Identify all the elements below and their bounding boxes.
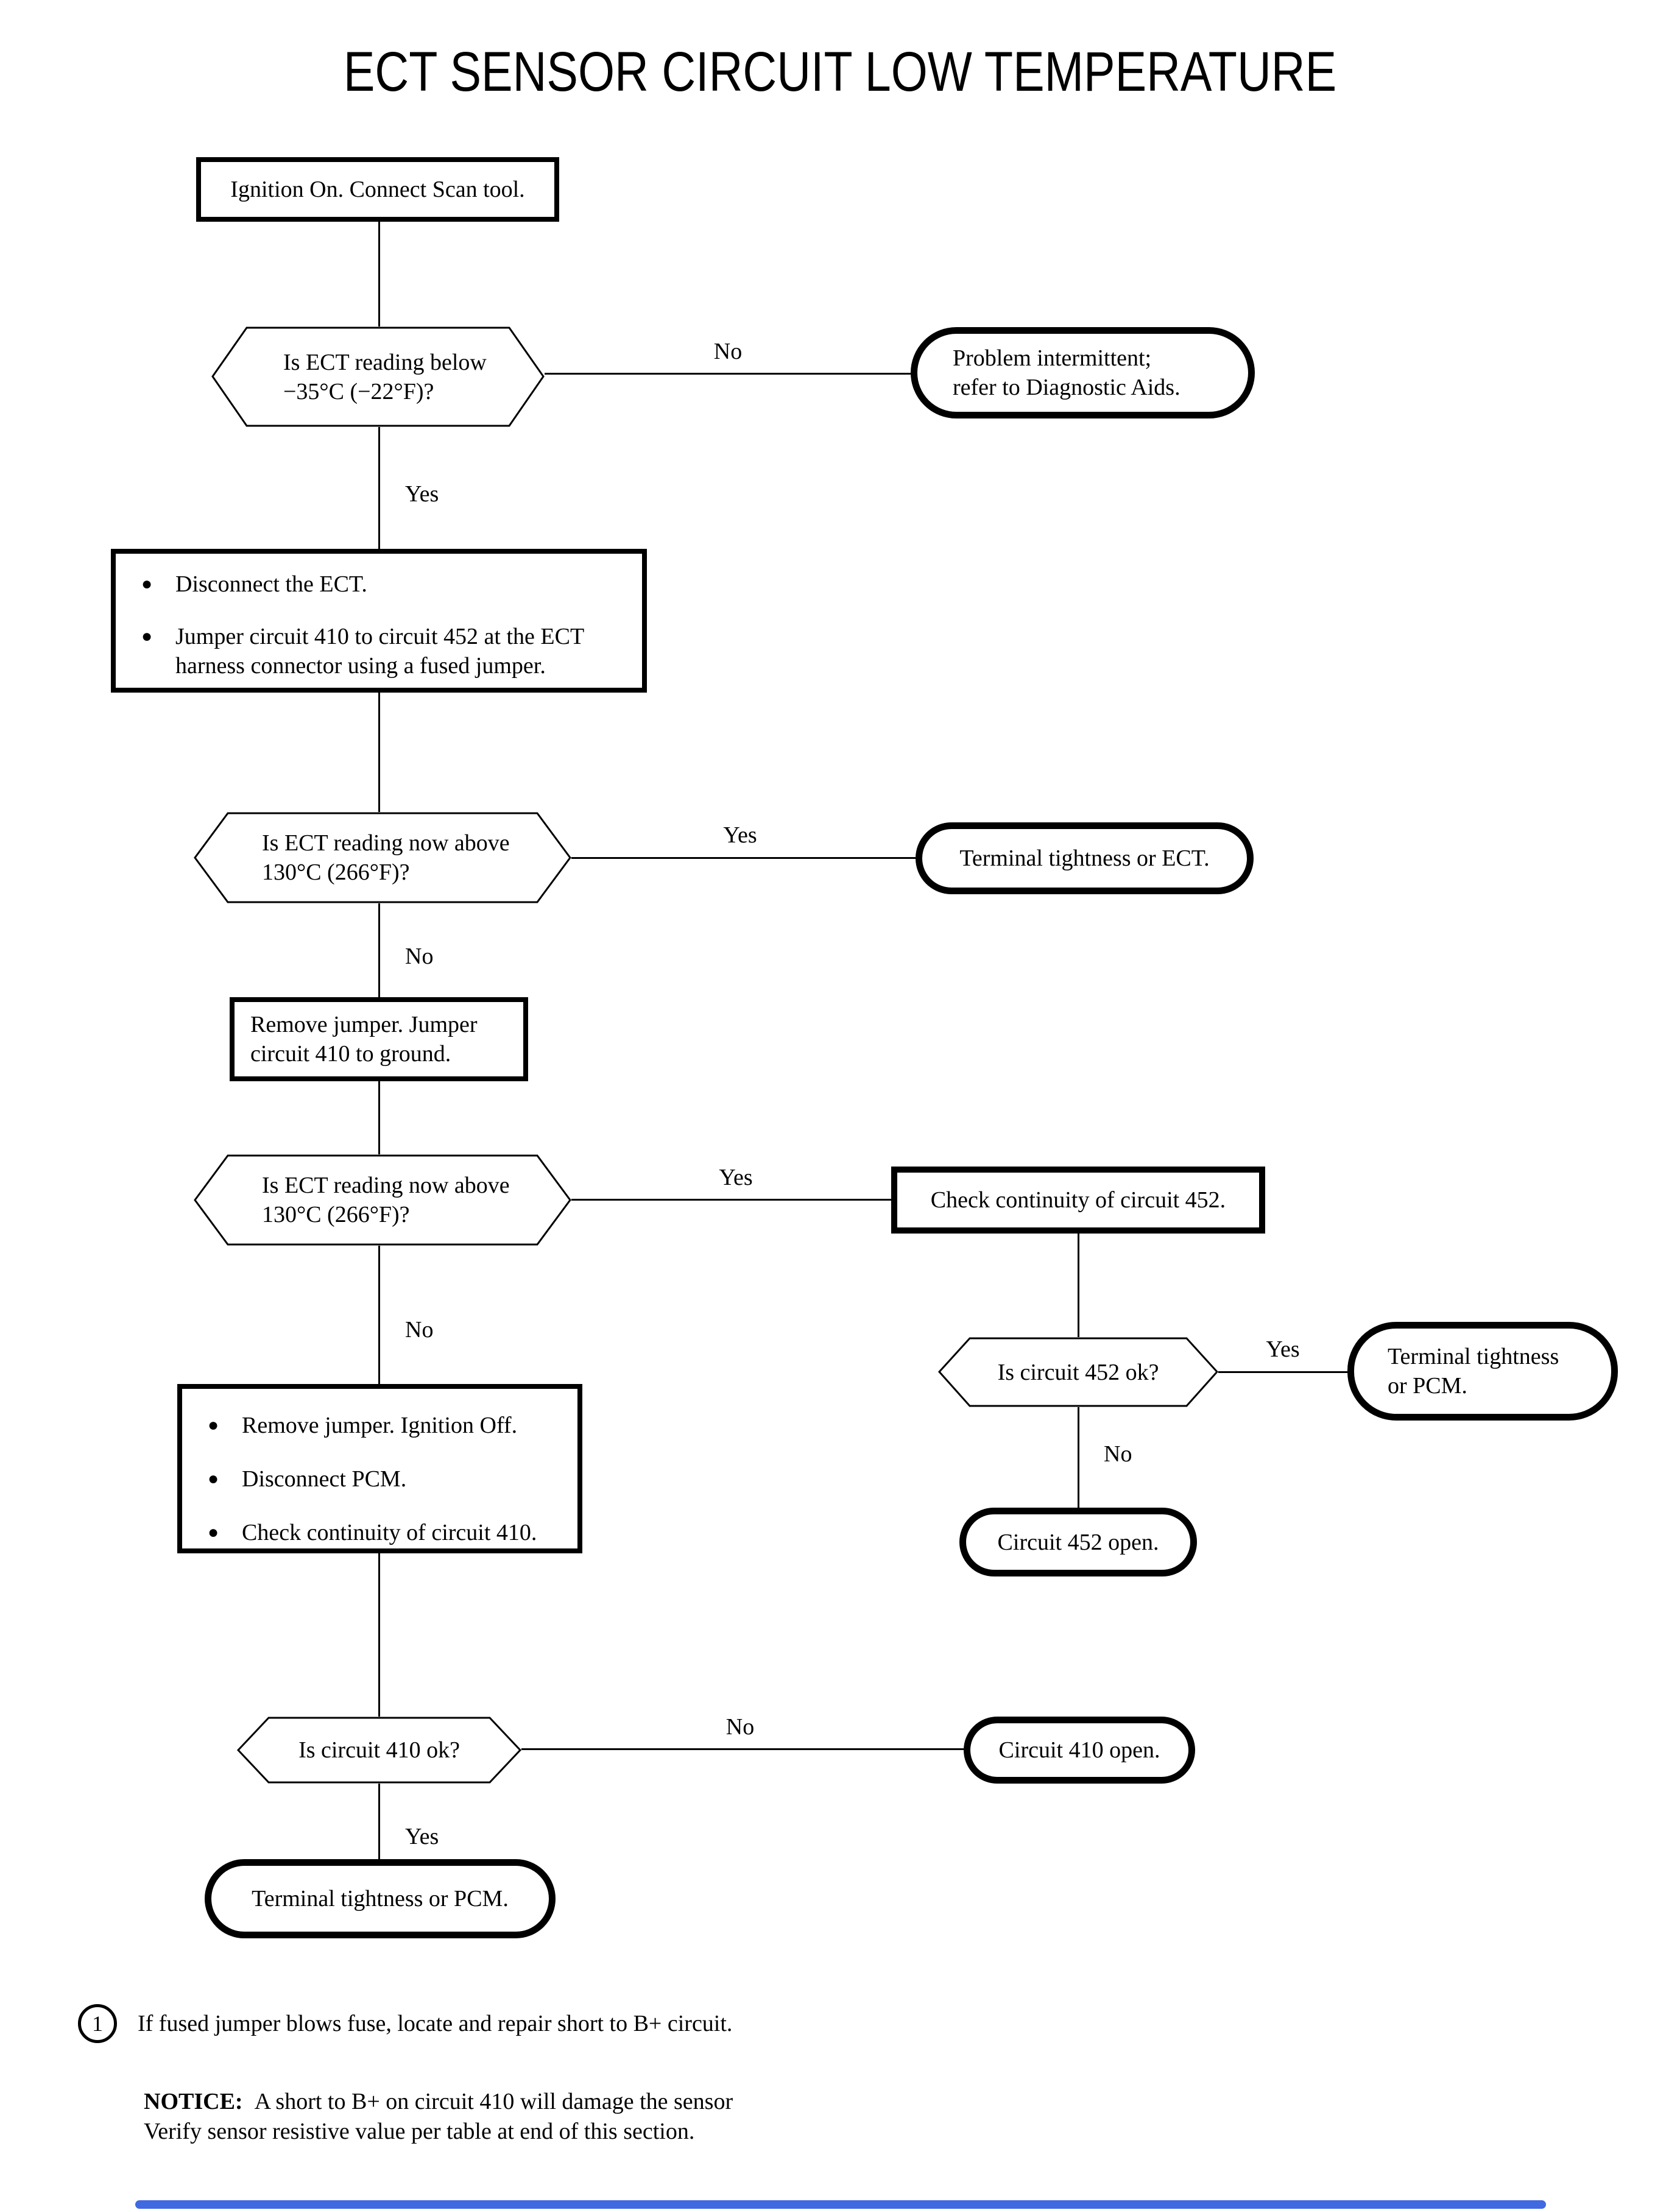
connector-action2-to-decision3: [378, 1081, 380, 1154]
connector-action1-to-decision2: [378, 693, 380, 812]
terminal-problem-intermittent: [911, 327, 1255, 418]
notice-line2: Verify sensor resistive value per table at end of this section.: [144, 2119, 695, 2144]
connector-decision1-no: [545, 373, 911, 375]
connector-decision5-yes: [378, 1784, 380, 1859]
action-check-continuity-410-box: [177, 1384, 582, 1553]
connector-action4-to-decision5: [378, 1553, 380, 1717]
decision3-line1: Is ECT reading now above: [262, 1173, 510, 1198]
action4-bullet3: Check continuity of circuit 410.: [242, 1520, 537, 1545]
bullet-icon: ●: [141, 626, 153, 646]
terminal-tightness-or-pcm-bottom: [205, 1859, 556, 1938]
terminal-410-open-label: Circuit 410 open.: [998, 1737, 1160, 1763]
connector-start-to-decision1: [378, 222, 380, 327]
decision-circuit-452-ok: [938, 1337, 1218, 1407]
footnote-marker-circle: [78, 2004, 117, 2043]
edge-label-yes-4: Yes: [1266, 1336, 1300, 1362]
terminal-circuit-410-open: [964, 1717, 1195, 1784]
bullet-icon: ●: [208, 1415, 219, 1435]
edge-label-no-2: No: [405, 944, 434, 969]
page-title: ECT SENSOR CIRCUIT LOW TEMPERATURE: [343, 41, 1337, 103]
connector-decision2-no: [378, 903, 380, 997]
terminal-pcm-right-line2: or PCM.: [1388, 1373, 1467, 1399]
terminal-circuit-452-open: [959, 1508, 1197, 1576]
connector-decision5-no: [521, 1748, 964, 1750]
decision3-line2: 130°C (266°F)?: [262, 1202, 410, 1227]
notice-label: NOTICE:: [144, 2089, 243, 2114]
terminal-452-open-label: Circuit 452 open.: [997, 1529, 1159, 1555]
action1-bullet2: Jumper circuit 410 to circuit 452 at the ECT harness connector using a fused jumper.: [175, 624, 584, 679]
bullet-item: [116, 622, 642, 680]
decision1-line1: Is ECT reading below: [283, 349, 487, 375]
action-ground-label: Remove jumper. Jumper circuit 410 to ground.: [250, 1012, 478, 1067]
decision-ect-above-130-second: [194, 1154, 571, 1246]
decision2-line2: 130°C (266°F)?: [262, 860, 410, 885]
notice-line1: [144, 2087, 733, 2117]
action-check-continuity-452-box: [891, 1167, 1265, 1234]
bullet-item: [116, 570, 642, 599]
edge-label-yes-3: Yes: [719, 1165, 753, 1190]
start-box: [196, 157, 559, 222]
bullet-item: [182, 1518, 577, 1547]
edge-label-yes-2: Yes: [723, 822, 757, 848]
edge-label-no-3: No: [1104, 1441, 1132, 1467]
edge-label-no-1: No: [713, 339, 743, 364]
connector-decision3-no: [378, 1246, 380, 1384]
edge-label-yes-1: Yes: [405, 481, 439, 507]
decision-ect-above-130-first: [194, 812, 571, 903]
connector-decision1-yes: [378, 427, 380, 549]
terminal-tightness-or-pcm-right: [1347, 1322, 1618, 1421]
connector-decision4-no: [1078, 1407, 1079, 1508]
bullet-icon: ●: [208, 1469, 219, 1489]
decision5-label: Is circuit 410 ok?: [298, 1737, 460, 1763]
connector-decision4-yes: [1218, 1371, 1347, 1373]
bullet-item: [182, 1411, 577, 1440]
action-check452-label: Check continuity of circuit 452.: [930, 1187, 1226, 1213]
terminal-ect-label: Terminal tightness or ECT.: [959, 846, 1210, 871]
notice-text1: A short to B+ on circuit 410 will damage the sensor: [254, 2089, 733, 2114]
action4-bullet2: Disconnect PCM.: [242, 1466, 407, 1492]
decision2-line1: Is ECT reading now above: [262, 830, 510, 856]
connector-decision2-yes: [571, 857, 916, 859]
footnote-text: If fused jumper blows fuse, locate and repair short to B+ circuit.: [138, 2011, 733, 2036]
action-jumper-410-452-box: [111, 549, 647, 693]
bullet-item: [182, 1464, 577, 1494]
terminal-intermittent-line2: refer to Diagnostic Aids.: [953, 375, 1181, 400]
action4-bullet1: Remove jumper. Ignition Off.: [242, 1413, 518, 1438]
decision4-label: Is circuit 452 ok?: [997, 1359, 1159, 1385]
horizontal-scrollbar[interactable]: [135, 2200, 1546, 2209]
terminal-pcm-right-line1: Terminal tightness: [1388, 1344, 1559, 1369]
decision-circuit-410-ok: [237, 1717, 521, 1784]
terminal-pcm-bottom-label: Terminal tightness or PCM.: [252, 1886, 509, 1912]
action-jumper-410-ground-box: [230, 997, 528, 1081]
notice-block: [144, 2087, 733, 2147]
connector-decision3-yes: [571, 1199, 892, 1201]
start-box-label: Ignition On. Connect Scan tool.: [230, 177, 525, 202]
decision-ect-below-minus35: [211, 327, 545, 427]
terminal-tightness-or-ect: [916, 822, 1254, 894]
edge-label-yes-5: Yes: [405, 1824, 439, 1849]
action1-bullet1: Disconnect the ECT.: [175, 571, 367, 597]
bullet-icon: ●: [141, 574, 153, 594]
terminal-intermittent-line1: Problem intermittent;: [953, 345, 1152, 371]
footnote-marker: 1: [92, 2011, 103, 2036]
bullet-icon: ●: [208, 1522, 219, 1542]
connector-check452-to-decision4: [1078, 1234, 1079, 1337]
decision1-line2: −35°C (−22°F)?: [283, 378, 434, 404]
edge-label-no-5: No: [725, 1714, 755, 1740]
edge-label-no-4: No: [405, 1317, 434, 1343]
